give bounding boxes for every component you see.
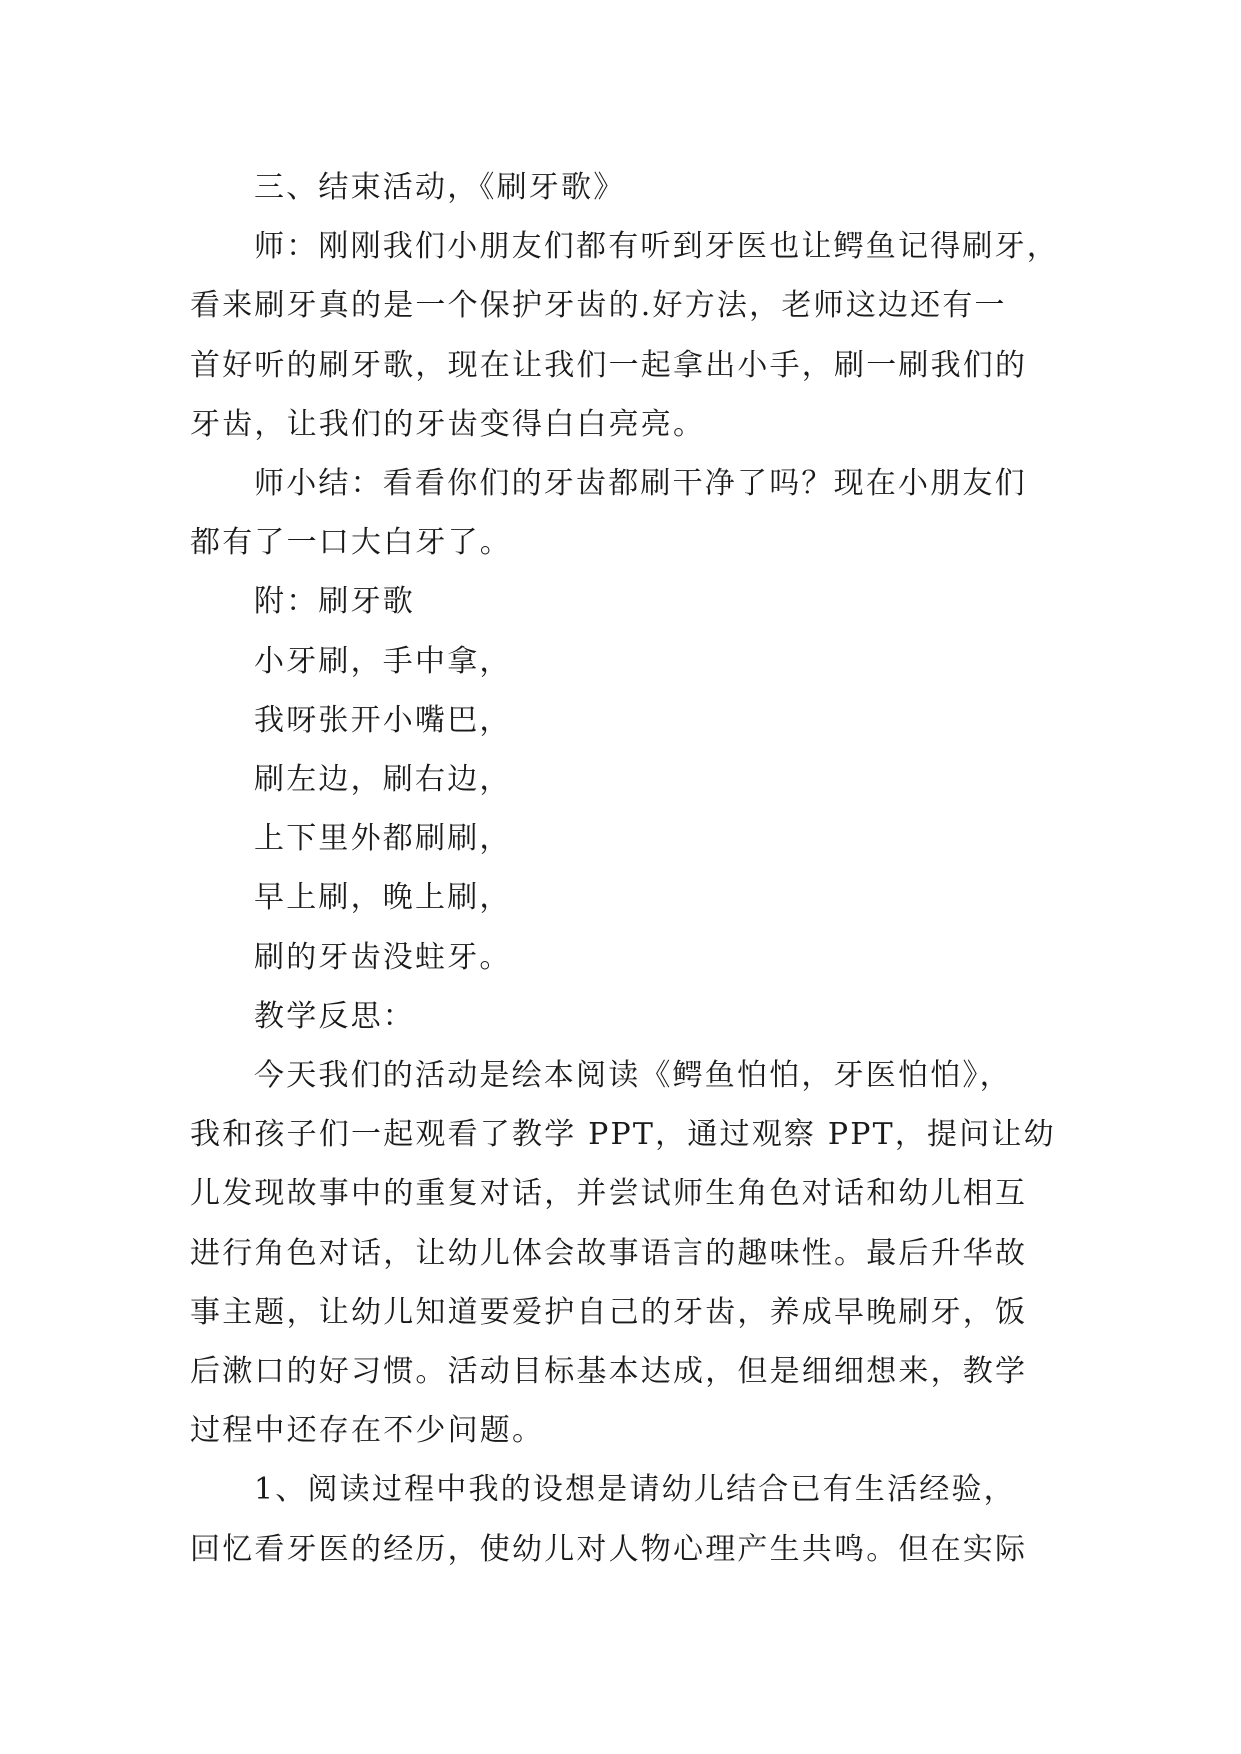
song-line bbox=[190, 750, 1050, 809]
text-line: 我呀张开小嘴巴， bbox=[254, 702, 512, 738]
text-line: 刷的牙齿没蛀牙。 bbox=[254, 939, 512, 975]
song-line bbox=[190, 691, 1050, 750]
song-line bbox=[190, 632, 1050, 691]
reflection-paragraph bbox=[190, 1046, 1056, 1460]
song-line bbox=[190, 809, 1050, 868]
text-line: 三、结束活动，《刷牙歌》 bbox=[254, 170, 626, 205]
text-line: 回忆看牙医的经历，使幼儿对人物心理产生共鸣。但在实际 bbox=[190, 1531, 1028, 1567]
text-line: 看来刷牙真的是一个保护牙齿的.好方法，老师这边还有一 bbox=[190, 288, 1007, 324]
text-line: 事主题，让幼儿知道要爱护自己的牙齿，养成早晚刷牙，饭 bbox=[190, 1294, 1028, 1330]
text-line: 教学反思： bbox=[254, 998, 415, 1034]
teacher-speech-paragraph bbox=[190, 217, 1059, 454]
reflection-point-1 bbox=[190, 1460, 1050, 1578]
text-line: 上下里外都刷刷， bbox=[254, 821, 512, 857]
text-line: 我和孩子们一起观看了教学 PPT，通过观察 PPT，提问让幼 bbox=[190, 1117, 1056, 1153]
text-line: 附：刷牙歌 bbox=[254, 584, 415, 620]
teacher-summary-paragraph bbox=[190, 454, 1050, 572]
text-line: 刷左边，刷右边， bbox=[254, 762, 512, 798]
text-line: 过程中还存在不少问题。 bbox=[190, 1413, 545, 1449]
text-line: 师：刚刚我们小朋友们都有听到牙医也让鳄鱼记得刷牙， bbox=[254, 229, 1059, 265]
text-line: 师小结：看看你们的牙齿都刷干净了吗？现在小朋友们 bbox=[254, 466, 1027, 502]
appendix-title bbox=[190, 572, 1050, 631]
text-line: 儿发现故事中的重复对话，并尝试师生角色对话和幼儿相互 bbox=[190, 1176, 1028, 1212]
text-line: 小牙刷，手中拿， bbox=[254, 643, 512, 679]
reflection-heading bbox=[190, 987, 1050, 1046]
text-line: 1、阅读过程中我的设想是请幼儿结合已有生活经验， bbox=[254, 1472, 1016, 1508]
text-line: 后漱口的好习惯。活动目标基本达成，但是细细想来，教学 bbox=[190, 1354, 1028, 1390]
section-heading-closing-activity bbox=[190, 158, 1050, 217]
song-line bbox=[190, 868, 1050, 927]
text-line: 牙齿，让我们的牙齿变得白白亮亮。 bbox=[190, 406, 706, 442]
text-line: 今天我们的活动是绘本阅读《鳄鱼怕怕，牙医怕怕》， bbox=[254, 1058, 1012, 1094]
song-line bbox=[190, 928, 1050, 987]
text-line: 早上刷，晚上刷， bbox=[254, 880, 512, 916]
text-line: 进行角色对话，让幼儿体会故事语言的趣味性。最后升华故 bbox=[190, 1235, 1028, 1271]
text-line: 都有了一口大白牙了。 bbox=[190, 525, 512, 561]
text-line: 首好听的刷牙歌，现在让我们一起拿出小手，刷一刷我们的 bbox=[190, 347, 1028, 383]
document-body bbox=[190, 158, 1059, 1579]
